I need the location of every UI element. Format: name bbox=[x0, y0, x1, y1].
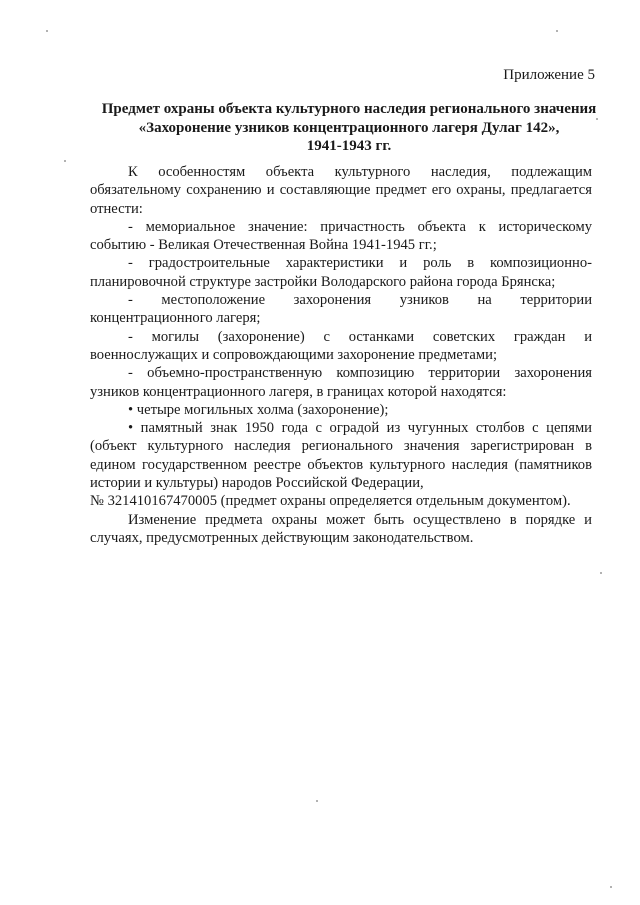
scan-speck bbox=[610, 886, 612, 888]
title-line-1: Предмет охраны объекта культурного наследия регионального значения bbox=[101, 101, 597, 117]
scan-speck bbox=[596, 118, 598, 120]
registry-line: № 321410167470005 (предмет охраны определяется отдельным документом). bbox=[90, 493, 571, 510]
document-title bbox=[86, 100, 612, 156]
list-item-location: - местоположение захоронения узников на территории концентрационного лагеря; bbox=[90, 292, 592, 327]
appendix-label: Приложение 5 bbox=[503, 67, 595, 83]
scan-speck bbox=[316, 800, 318, 802]
intro-paragraph: К особенностям объекта культурного наследия, подлежащим обязательному сохранению и составляющие предмет его охраны, предлагается отнести: bbox=[90, 164, 592, 217]
title-line-2: «Захоронение узников концентрационного лагеря Дулаг 142», bbox=[138, 119, 560, 136]
bullet-item-mounds: • четыре могильных холма (захоронение); bbox=[128, 401, 389, 418]
list-item-graves: - могилы (захоронение) с останками советских граждан и военнослужащих и сопровождающими захоронение предметами; bbox=[90, 328, 592, 363]
closing-paragraph: Изменение предмета охраны может быть осуществлено в порядке и случаях, предусмотренных действующим законодательством. bbox=[90, 511, 592, 546]
scan-speck bbox=[46, 30, 48, 32]
list-item-memorial: - мемориальное значение: причастность объекта к историческому событию - Великая Отечественная Война 1941-1945 гг.; bbox=[90, 218, 592, 254]
document-body bbox=[90, 163, 592, 547]
scan-speck bbox=[556, 30, 558, 32]
list-item-urban-planning: - градостроительные характеристики и роль в композиционно-планировочной структуре застройки Володарского района города Брянска; bbox=[90, 255, 592, 290]
scan-speck bbox=[600, 572, 602, 574]
title-line-3: 1941-1943 гг. bbox=[306, 138, 392, 154]
list-item-composition: - объемно-пространственную композицию территории захоронения узников концентрационного лагеря, в границах которой находятся: bbox=[90, 365, 592, 400]
bullet-item-memorial-sign: • памятный знак 1950 года с оградой из чугунных столбов с цепями (объект культурного наследия регионального значения зарегистрирован в едином государственном реестре объектов культурного наследия (памятников истории и культуры) народов Российской Федерации, bbox=[90, 420, 592, 492]
scan-speck bbox=[64, 160, 66, 162]
